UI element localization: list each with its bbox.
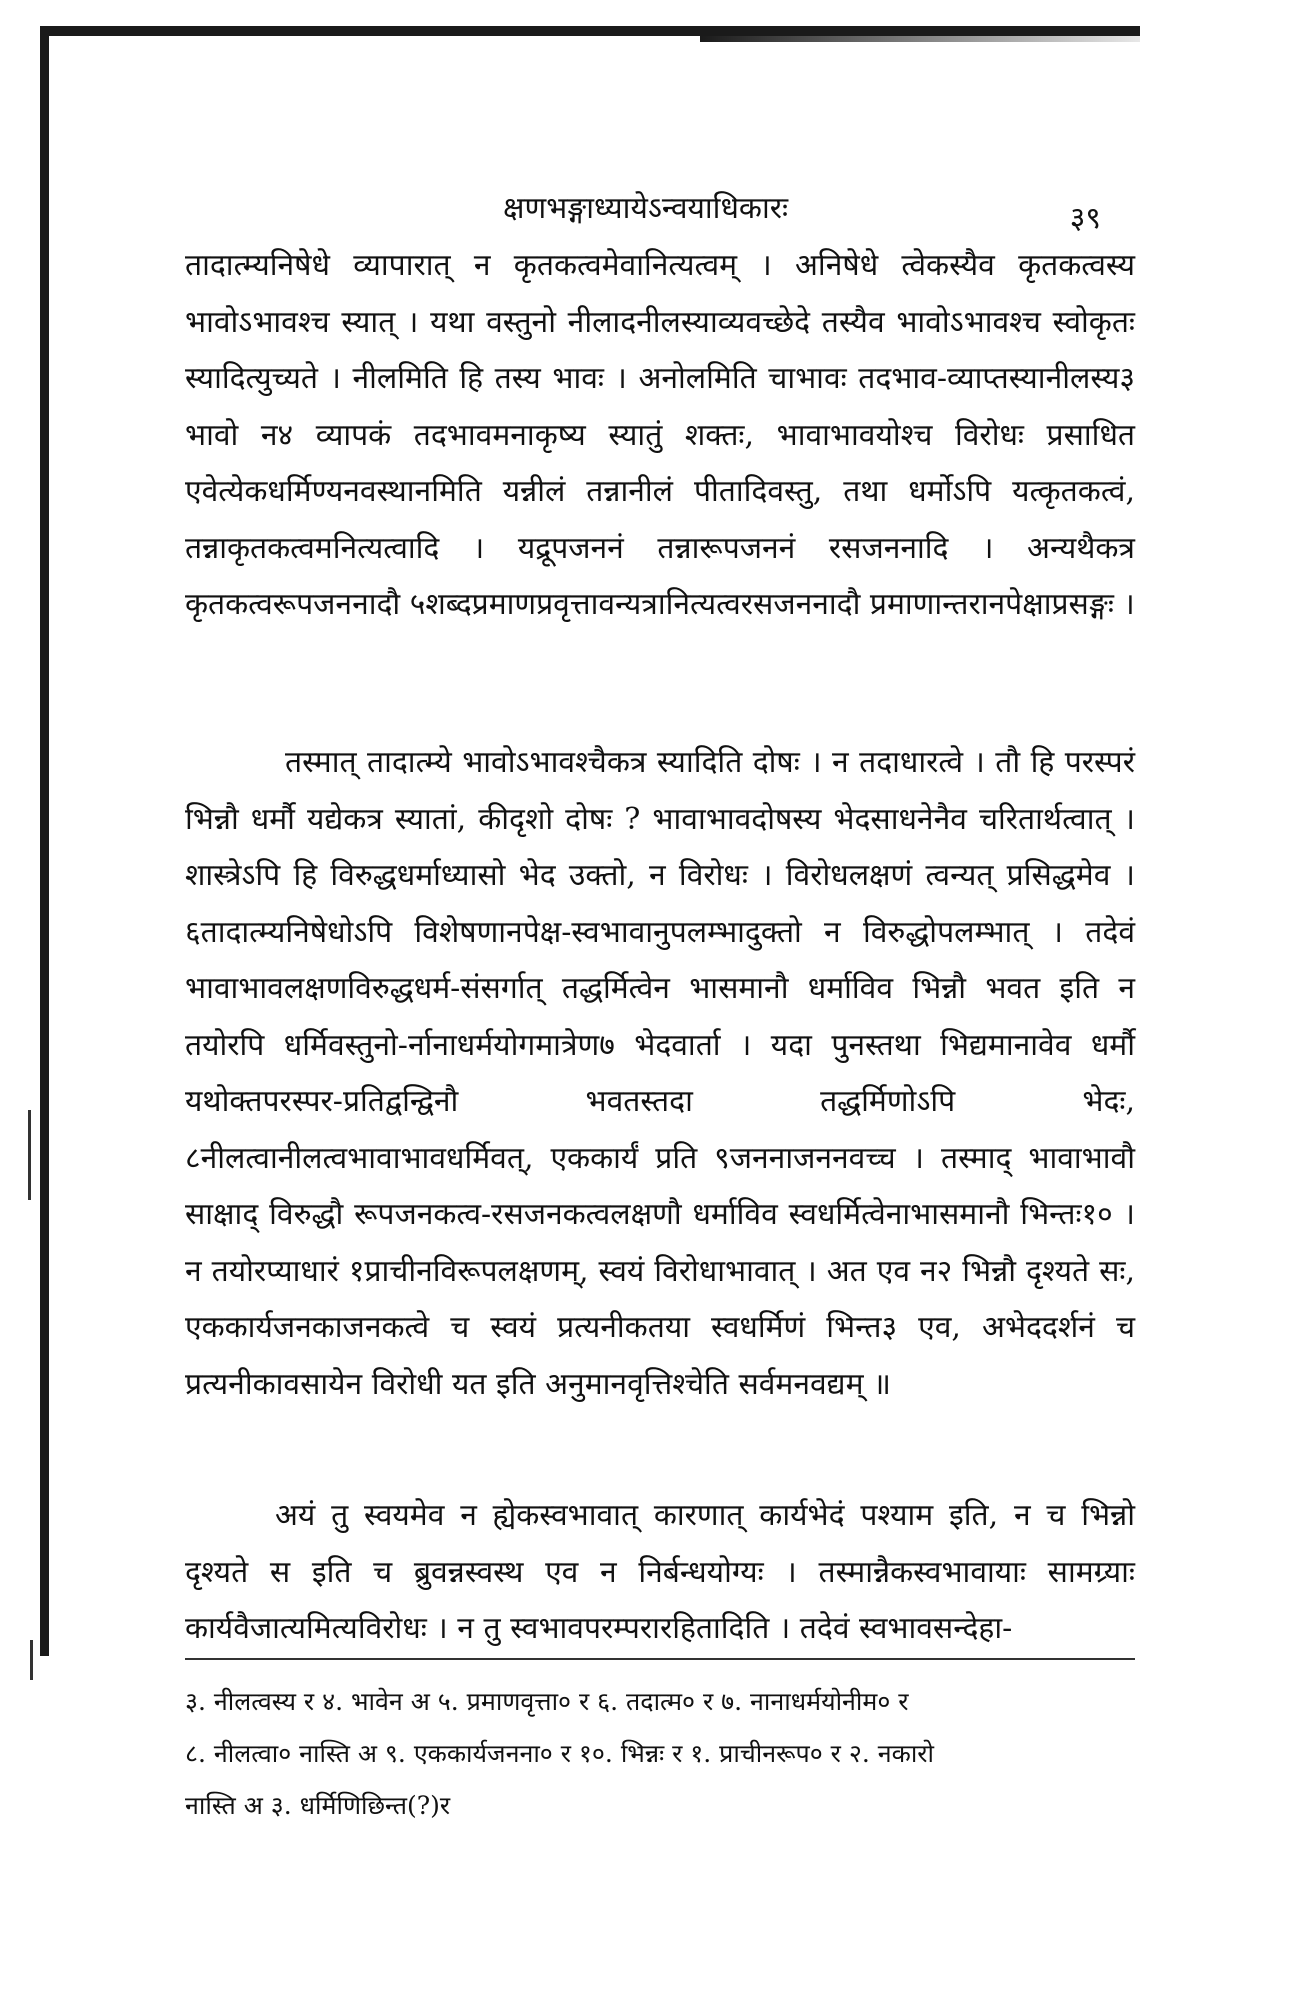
page-number: ३९ (1069, 201, 1101, 236)
footnote-line: नास्ति अ ३. धर्मिणिछिन्त(?)र (185, 1791, 451, 1820)
running-head: क्षणभङ्गाध्यायेऽन्वयाधिकारः (502, 191, 789, 226)
scan-mark-left (28, 1110, 31, 1200)
scan-mark-left-lower (30, 1640, 33, 1680)
paragraph-2: तस्मात् तादात्म्ये भावोऽभावश्चैकत्र स्यादिति दोषः । न तदाधारत्वे । तौ हि परस्परं भिन्नौ धर्मौ यद्येकत्र स्यातां, कीदृशो दोषः ? भावाभावदोषस्य भेदसाधनेनैव चरितार्थत्वात् । शास्त्रेऽपि हि विरुद्धधर्माध्यासो भेद उक्तो, न विरोधः । विरोधलक्षणं त्वन्यत् प्रसिद्धमेव । ६तादात्म्यनिषेधोऽपि विशेषणानपेक्ष-स्वभावानुपलम्भादुक्तो न विरुद्धोपलम्भात् । तदेवं भावाभावलक्षणविरुद्धधर्म-संसर्गात् तद्धर्मित्वेन भासमानौ धर्माविव भिन्नौ भवत इति न तयोरपि धर्मिवस्तुनो-र्नानाधर्मयोगमात्रेण७ भेदवार्ता । यदा पुनस्तथा भिद्यमानावेव धर्मौ यथोक्तपरस्पर-प्रतिद्वन्द्विनौ भवतस्तदा तद्धर्मिणोऽपि भेदः, ८नीलत्वानीलत्वभावाभावधर्मिवत्, एककार्यं प्रति ९जननाजननवच्च । तस्माद् भावाभावौ साक्षाद् विरुद्धौ रूपजनकत्व-रसजनकत्वलक्षणौ धर्माविव स्वधर्मित्वेनाभासमानौ भिन्तः१० । न तयोरप्याधारं १प्राचीनविरूपलक्षणम्, स्वयं विरोधाभावात् । अत एव न२ भिन्नौ दृश्यते सः, एककार्यजनकाजनकत्वे च स्वयं प्रत्यनीकतया स्वधर्मिणं भिन्त३ एव, अभेददर्शनं च प्रत्यनीकावसायेन विरोधी यत इति अनुमानवृत्तिश्चेति सर्वमनवद्यम् ॥ (185, 745, 1135, 1402)
scan-left-border (40, 26, 49, 1656)
footnote-line: ३. नीलत्वस्य र ४. भावेन अ ५. प्रमाणवृत्ता० र ६. तदात्म० र ७. नानाधर्मयोनीम० र (185, 1687, 909, 1716)
paragraph-3: अयं तु स्वयमेव न ह्येकस्वभावात् कारणात् कार्यभेदं पश्याम इति, न च भिन्नो दृश्यते स इति च ब्रुवन्नस्वस्थ एव न निर्बन्धयोग्यः । तस्मान्नैकस्वभावायाः सामग्र्याः कार्यवैजात्यमित्यविरोधः । न तु स्वभावपरम्परारहितादिति । तदेवं स्वभावसन्देहा- (185, 1498, 1135, 1646)
scan-top-border-fade (700, 26, 1140, 42)
footnote-line: ८. नीलत्वा० नास्ति अ ९. एककार्यजनना० र १०. भिन्नः र १. प्राचीनरूप० र २. नकारो (185, 1739, 934, 1768)
footnotes (185, 1676, 1135, 1832)
footnote-divider (185, 1658, 1135, 1660)
paragraph-1: तादात्म्यनिषेधे व्यापारात् न कृतकत्वमेवानित्यत्वम् । अनिषेधे त्वेकस्यैव कृतकत्वस्य भावोऽभावश्च स्यात् । यथा वस्तुनो नीलादनीलस्याव्यवच्छेदे तस्यैव भावोऽभावश्च स्वोकृतः स्यादित्युच्यते । नीलमिति हि तस्य भावः । अनोलमिति चाभावः तदभाव-व्याप्तस्यानीलस्य३ भावो न४ व्यापकं तदभावमनाकृष्य स्यातुं शक्तः, भावाभावयोश्च विरोधः प्रसाधित एवेत्येकधर्मिण्यनवस्थानमिति यन्नीलं तन्नानीलं पीतादिवस्तु, तथा धर्मोऽपि यत्कृतकत्वं, तन्नाकृतकत्वमनित्यत्वादि । यद्रूपजननं तन्नारूपजननं रसजननादि । अन्यथैकत्र कृतकत्वरूपजननादौ ५शब्दप्रमाणप्रवृत्तावन्यत्रानित्यत्वरसजननादौ प्रमाणान्तरानपेक्षाप्रसङ्गः । (185, 248, 1135, 622)
